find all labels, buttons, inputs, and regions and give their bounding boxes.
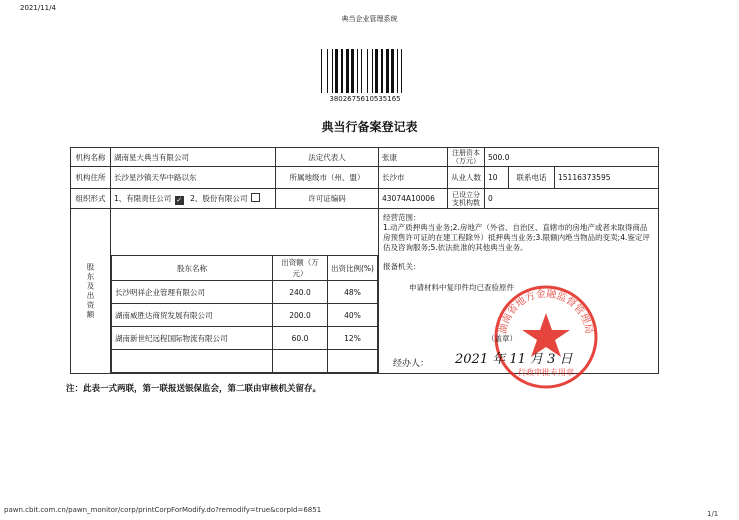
handler-label: 经办人： <box>393 359 430 369</box>
barcode-image <box>320 49 408 93</box>
contact-value: 15116373595 <box>555 167 659 189</box>
header-shareholder-name: 股东名称 <box>112 256 273 281</box>
scope-title: 经营范围： <box>383 213 421 222</box>
table-row <box>112 327 378 350</box>
shareholders-label-cell <box>71 209 111 374</box>
staff-value: 10 <box>485 167 509 189</box>
branches-value: 0 <box>485 189 659 209</box>
org-name-value: 湖南星大典当有限公司 <box>111 148 276 167</box>
city-value: 长沙市 <box>379 167 448 189</box>
shareholder-amount: 60.0 <box>273 327 328 350</box>
checked-checkbox: ✓ <box>176 195 183 204</box>
stamp-subtext: 行政审批专用章 <box>518 368 574 377</box>
copy-verified-text: 申请材料中复印件均已查验原件 <box>409 283 514 292</box>
header-ratio: 出资比例(%) <box>328 256 378 281</box>
shareholder-ratio: 48% <box>328 281 378 304</box>
seal-note: （盖章） <box>487 334 517 343</box>
table-row <box>112 304 378 327</box>
header-amount: 出资额（万元） <box>273 256 328 281</box>
print-date: 2021/11/4 <box>20 4 56 12</box>
scope-text: 1.动产质押典当业务;2.房地产（外省、自治区、直辖市的房地产或者未取得商品房预售许可证的在建工程除外）抵押典当业务;3.限额内绝当物品的变卖;4.鉴定评估及咨询服务;5.依法批准的其他典当业务。 <box>383 223 650 252</box>
capital-value: 500.0 <box>485 148 659 167</box>
branches-label: 已设立分 支机构数 <box>448 189 485 209</box>
address-value: 长沙星沙镇天华中路以东 <box>111 167 276 189</box>
org-form-label: 组织形式 <box>71 189 111 209</box>
shareholder-name: 湖南新世纪远程国际物流有限公司 <box>112 327 273 350</box>
shareholder-name: 长沙明祥企业管理有限公司 <box>112 281 273 304</box>
footer-url: pawn.cbit.com.cn/pawn_monitor/corp/printCorpForModify.do?remodify=true&corpId=6851 <box>4 506 322 514</box>
unchecked-checkbox <box>251 193 260 202</box>
document-title: 典当行备案登记表 <box>321 120 418 134</box>
shareholders-label: 股东及出资额 <box>86 262 95 320</box>
shareholders-table <box>111 255 378 373</box>
shareholder-ratio: 40% <box>328 304 378 327</box>
address-label: 机构住所 <box>71 167 111 189</box>
city-label: 所属地级市（州、盟） <box>276 167 379 189</box>
org-form-option-2: 2、股份有限公司 <box>190 193 248 203</box>
system-title: 典当企业管理系统 <box>341 15 398 23</box>
shareholder-amount: 200.0 <box>273 304 328 327</box>
org-form-options <box>111 189 276 209</box>
org-name-label: 机构名称 <box>71 148 111 167</box>
signature-date: 2021 年 11 月 3 日 <box>455 352 573 367</box>
staff-label: 从业人数 <box>448 167 485 189</box>
table-row <box>112 281 378 304</box>
legal-rep-label: 法定代表人 <box>276 148 379 167</box>
footnote: 注：此表一式两联，第一联报送银保监会，第二联由审核机关留存。 <box>66 384 322 394</box>
org-form-option-1: 1、有限责任公司 <box>114 193 172 203</box>
barcode-number: 3802675610535165 <box>329 95 401 103</box>
shareholder-amount: 240.0 <box>273 281 328 304</box>
shareholder-ratio: 12% <box>328 327 378 350</box>
capital-label: 注册资本 （万元） <box>448 148 485 167</box>
page-number: 1/1 <box>707 510 719 518</box>
license-value: 43074A10006 <box>379 189 448 209</box>
filing-org-label: 报备机关： <box>383 262 421 271</box>
license-label: 许可证编码 <box>276 189 379 209</box>
legal-rep-value: 张康 <box>379 148 448 167</box>
contact-label: 联系电话 <box>509 167 555 189</box>
shareholders-cell <box>111 209 379 374</box>
stamp-text: 湖南省地方金融监督管理局 <box>497 288 595 335</box>
shareholder-name: 湖南威胜达商贸发展有限公司 <box>112 304 273 327</box>
